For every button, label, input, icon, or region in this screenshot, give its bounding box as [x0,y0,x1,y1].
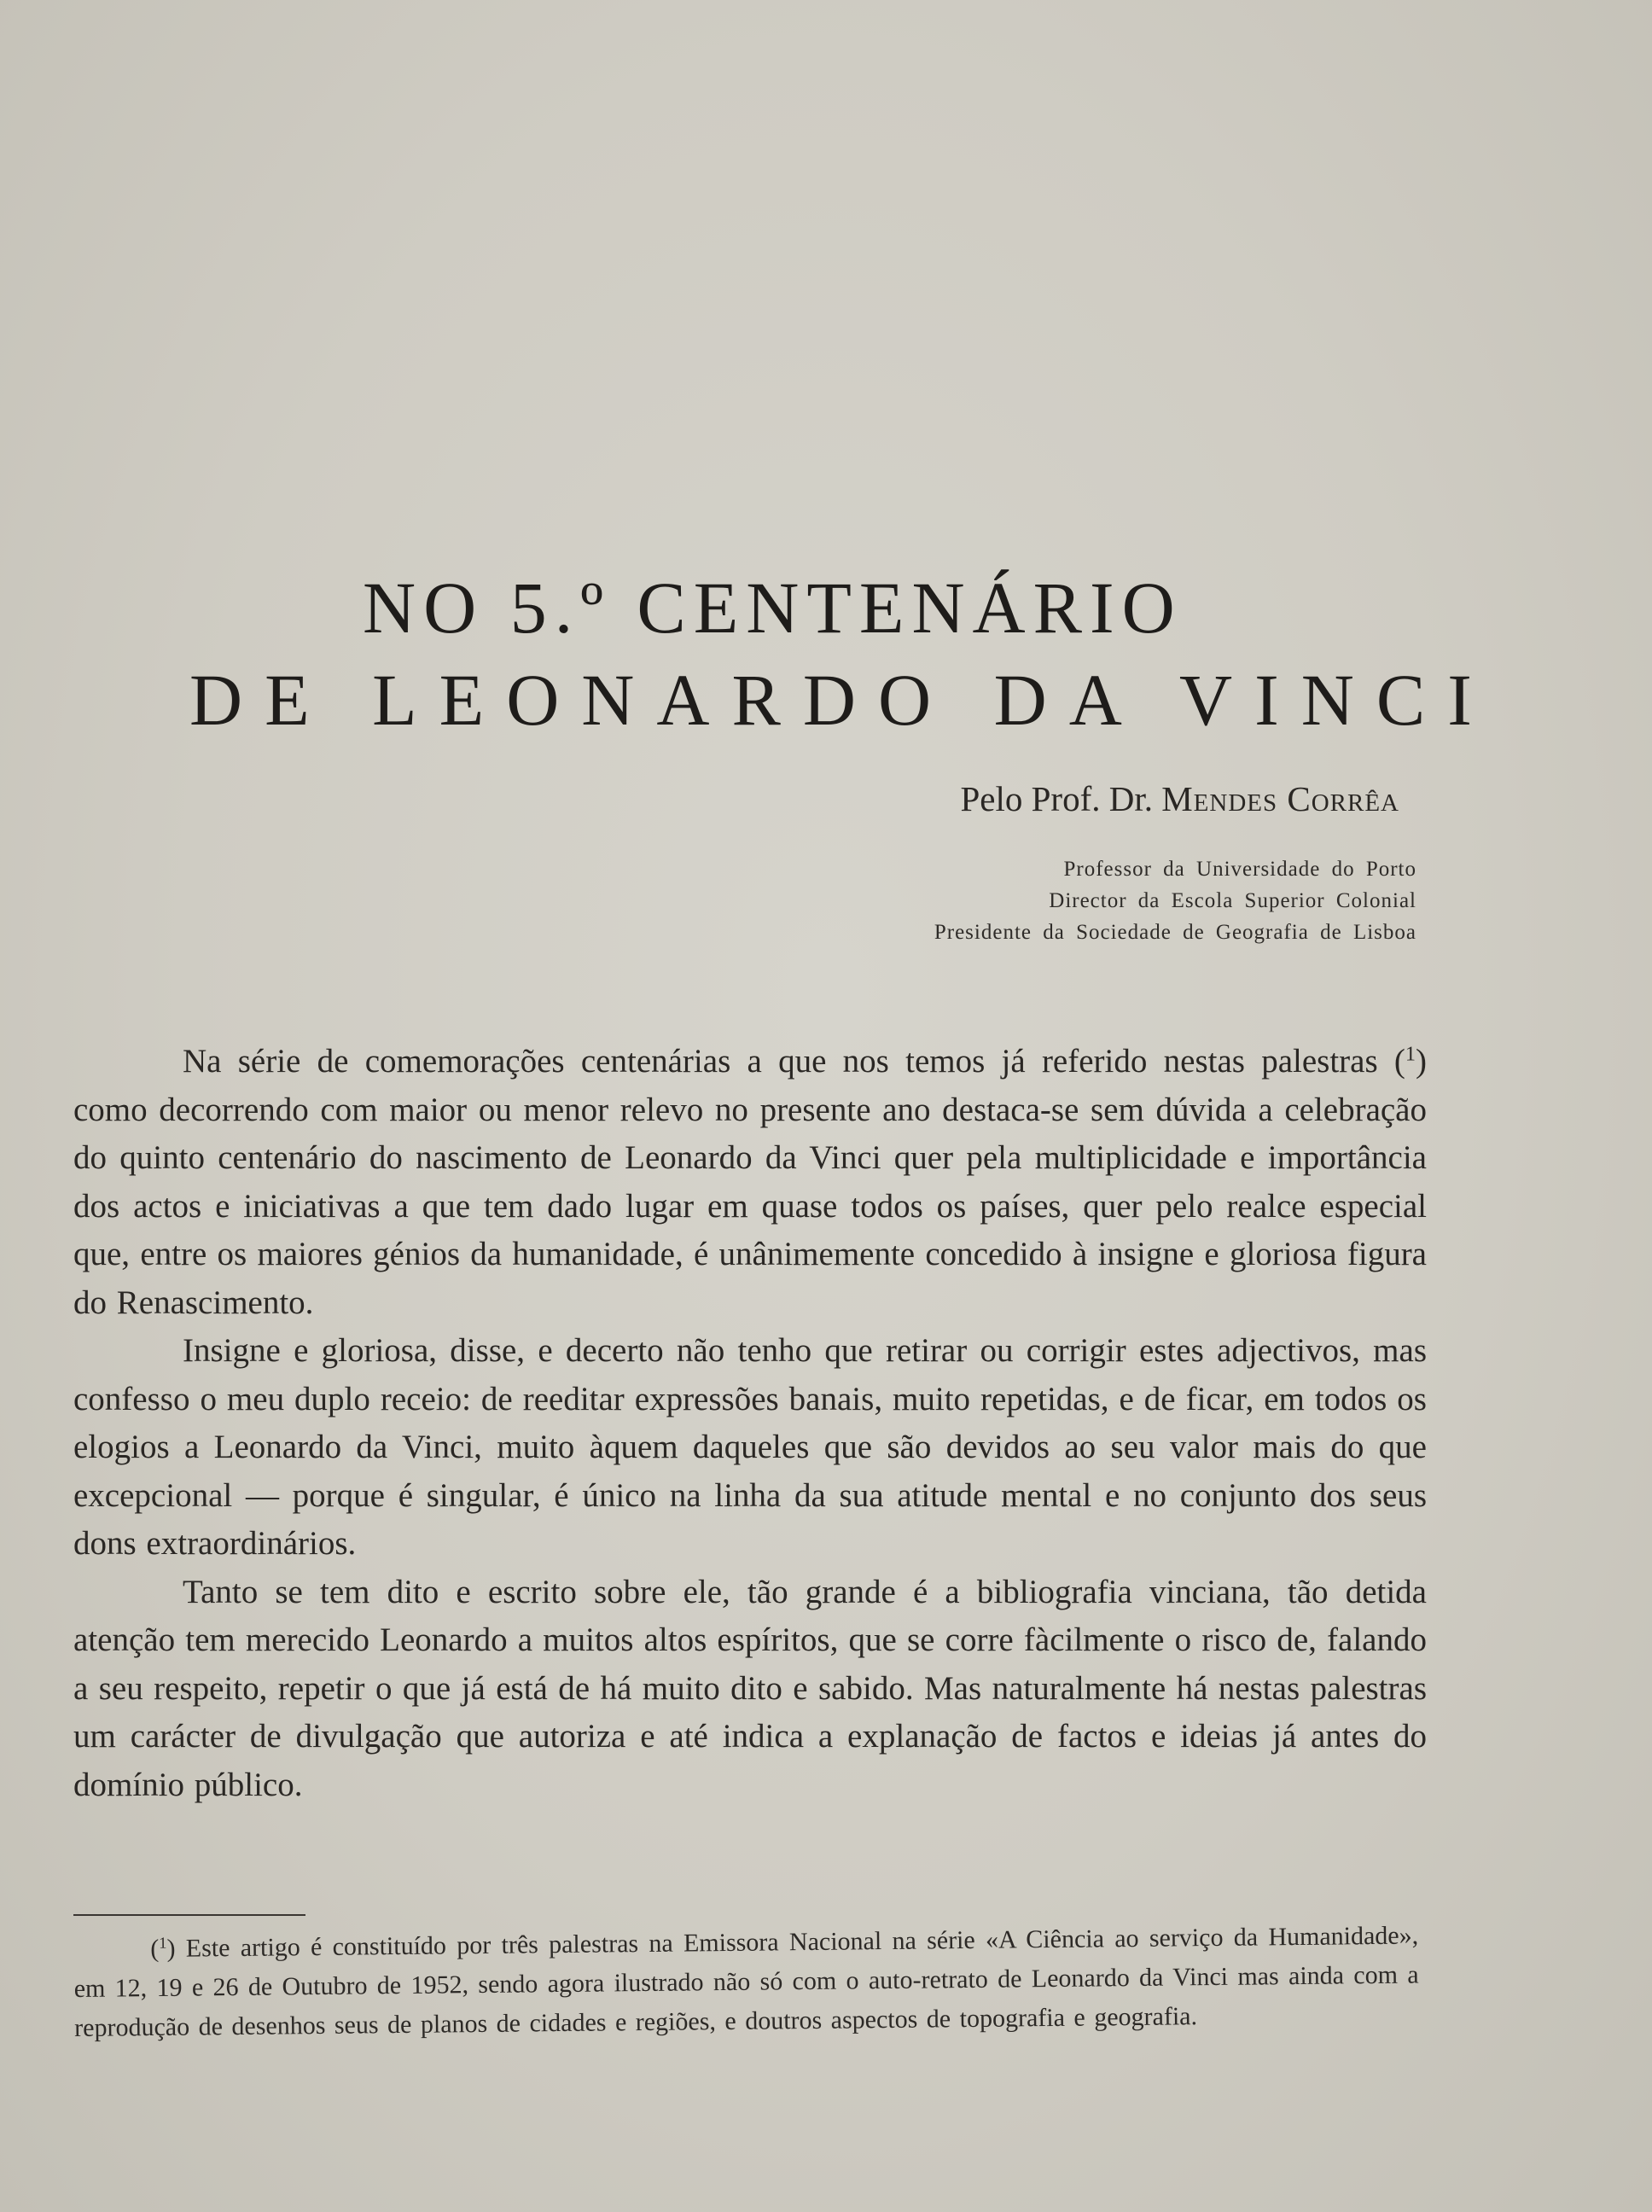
footnote-marker-open: ( [150,1934,160,1964]
footnote-reference: 1 [1405,1042,1416,1066]
credential-line: Presidente da Sociedade de Geografia de Lisboa [934,921,1416,944]
footnote-text: Este artigo é constituído por três palestras na Emissora Nacional na série «A Ciência ao serviço da Humanidade», em 12, 19 e 26 de Outubro de 1952, sendo agora ilustrado não só com o auto-retrato de Leonardo da Vinci mas ainda com a reprodução de desenhos seus de planos de cidades e regiões, e doutros aspectos de topografia e geografia. [73,1921,1419,2042]
credential-line: Director da Escola Superior Colonial [1049,889,1416,912]
footnote-marker-number: 1 [159,1934,167,1953]
article-title-line-1: NO 5.º CENTENÁRIO [363,567,1183,649]
body-paragraph-3: Tanto se tem dito e escrito sobre ele, tão grande é a bibliografia vinciana, tão detida atenção tem merecido Leonardo a muitos altos espíritos, que se corre fàcilmente o risco de, falando a seu respeito, repetir o que já está de há muito dito e sabido. Mas naturalmente há nestas palestras um carácter de divulgação que autoriza e até indica a explanação de factos e ideias já antes do domínio público. [73,1573,1427,1803]
footnote [73,1916,1419,2047]
author-byline [960,778,1399,819]
article-body [73,1038,1427,1809]
body-paragraph-2: Insigne e gloriosa, disse, e decerto não tenho que retirar ou corrigir estes adjectivos, mas confesso o meu duplo receio: de reeditar expressões banais, muito repetidas, e de ficar, em todos os elogios a Leonardo da Vinci, muito àquem daqueles que são devidos ao seu valor mais do que excepcional — porque é singular, é único na linha da sua atitude mental e no conjunto dos seus dons extraordinários. [73,1332,1427,1562]
footnote-divider [73,1914,305,1916]
article-title-line-2: DE LEONARDO DA VINCI [189,659,1494,741]
paragraph-1-text-end: ) como decorrendo com maior ou menor relevo no presente ano destaca-se sem dúvida a celebração do quinto centenário do nascimento de Leonardo da Vinci quer pela multiplicidade e importância dos actos e iniciativas a que tem dado lugar em quase todos os países, quer pelo realce especial que, entre os maiores génios da humanidade, é unânimemente concedido à insigne e gloriosa figura do Renascimento. [73,1043,1427,1321]
paragraph-1-text-start: Na série de comemorações centenárias a que nos temos já referido nestas palestras ( [183,1043,1405,1080]
byline-prefix: Pelo Prof. Dr. [960,779,1153,818]
author-credentials [934,853,1416,948]
body-paragraph-1 [73,1038,1427,1327]
author-name: Mendes Corrêa [1161,779,1399,818]
footnote-marker-close: ) [166,1934,176,1963]
credential-line: Professor da Universidade do Porto [1063,858,1416,881]
